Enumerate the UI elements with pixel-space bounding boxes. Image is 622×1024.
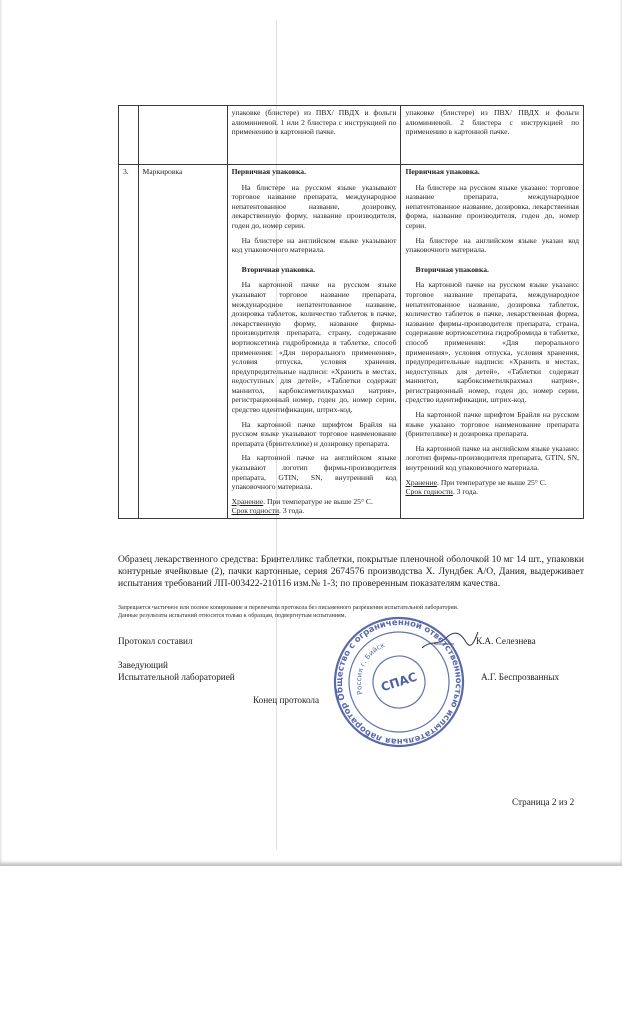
row-number: 3.: [119, 165, 139, 519]
row-name: Маркировка: [138, 165, 227, 519]
shelf-label: Срок годности: [405, 487, 453, 497]
paragraph: На блистере на английском языке указывают код упаковочного материала.: [231, 235, 397, 255]
table-cell-right: [401, 165, 584, 519]
end-of-protocol: Конец протокола: [253, 695, 320, 705]
primary-title: Первичная упаковка.: [231, 167, 306, 176]
compiled-name: К.А. Селезнева: [476, 636, 536, 646]
primary-title: Первичная упаковка.: [405, 167, 480, 176]
table-cell: [119, 106, 139, 165]
head-label-1: Заведующий: [118, 660, 168, 670]
shelf-text: . 3 года.: [452, 487, 479, 497]
shelf-label: Срок годности: [231, 506, 280, 516]
blank-margin: [0, 866, 622, 1024]
shelf-line: [405, 487, 579, 497]
paragraph: На блистере на русском языке указывают торговое название препарата, международное непатентованное название, дозировку, лекарственную форму, название производителя, годен до, номер серии.: [231, 182, 397, 230]
paragraph: На картонной пачке на английском языке указывают логотип фирмы-производителя препарата, GTIN, SN, внутренний код упаковочного материала.: [231, 453, 397, 492]
paragraph: На блистере на английском языке указан код упаковочного материала.: [405, 235, 579, 255]
table-cell-left: [227, 165, 401, 519]
table-row: [119, 165, 584, 519]
comparison-table: [118, 105, 584, 519]
official-stamp: [329, 612, 469, 752]
note-line: Запрещается частичное или полное копирование и перепечатка протокола без письменного разрешения испытательной лаборатории.: [118, 605, 459, 611]
storage-label: Хранение: [231, 496, 264, 506]
compiled-label: Протокол составил: [118, 636, 193, 646]
table-cell: [138, 106, 227, 165]
paragraph: На картонной пачке шрифтом Брайля на русском языке указано торговое наименование препарата (бринтеллике) и дозировка препарата.: [405, 410, 579, 439]
storage-line: [232, 497, 397, 507]
paragraph: На картонной пачке на русском языке указывают торговое название препарата, международное непатентованное название, дозировка таблеток, количество таблеток в пачке, лекарственную форму, название фирмы-производителя препарата, страну, содержание вортиоксетина гидробромида в таблетке, способ применения: «Для перорального применения», условия отпуска, условия хранения, предупредительные надписи: «Хранить в местах, недоступных для детей», «Таблетки содержат маннитол, карбоксиметилкрахмал натрия», регистрационный номер, годен до, номер серии, средство идентификации, штрих-код.: [231, 280, 397, 415]
storage-text: . При температуре не выше 25° С.: [263, 496, 373, 506]
sample-conclusion: Образец лекарственного средства: Бринтелликс таблетки, покрытые пленочной оболочкой 10 мг 14 шт., упаковки контурные ячейковые (2), пачки картонные, серия 2674576 производства Х. Лундбек А/О, Дания, выдерживает испытания требований ЛП-003422-210116 изм.№ 1-3; по проверенным показателям качества.: [118, 554, 584, 589]
stamp-center: СПАС: [379, 669, 419, 695]
note-line: Данные результаты испытаний относятся только к образцам, подвергнутым испытаниям.: [118, 613, 347, 619]
stamp-ring-text: Общество с ограниченной ответственностью испытательная лаборатория: [334, 617, 464, 747]
storage-line: [405, 478, 579, 488]
secondary-title: Вторичная упаковка.: [415, 264, 489, 274]
head-label-2: Испытательной лабораторией: [118, 672, 235, 682]
page-number: Страница 2 из 2: [512, 797, 575, 807]
table-cell-right-text: упаковке (блистере) из ПВХ/ ПВДХ и фольги алюминиевой. 2 блистера с инструкцией по применению в картонной пачке.: [401, 106, 584, 165]
storage-text: . При температуре не выше 25° С.: [437, 477, 547, 487]
paragraph: На картонной пачке на английском языке указано: логотип фирмы-производителя препарата, GTIN, SN, внутренний код упаковочного материала.: [405, 443, 579, 473]
paragraph: На картонной пачке шрифтом Брайля на русском языке указывают торговое наименование препарата (бринтеллике) и дозировку препарата.: [231, 419, 397, 448]
shelf-text: . 3 года.: [279, 506, 305, 516]
storage-label: Хранение: [405, 477, 438, 487]
shelf-line: [232, 506, 397, 516]
stamp-bottom-text: Россия г. Бийск: [354, 641, 387, 696]
paragraph: На блистере на русском языке указано: торговое название препарата, международное непатентованное название, дозировка, лекарственная форма, название производителя, годен до, номер серии.: [405, 182, 579, 230]
head-name: А.Г. Беспрозванных: [481, 672, 560, 682]
paragraph: На картонной пачке на русском языке указано: торговое название препарата, международное непатентованное название, дозировка таблеток, количество таблеток в пачке, лекарственная форма, название фирмы-производителя препарата, страна, содержание вортиоксетина гидробромида в таблетке, способ применения: «Для перорального применения», условия отпуска, условия хранения, предупредительные надписи: «Хранить в местах, недоступных для детей», «Таблетки содержат маннитол, карбоксиметилкрахмал натрия», регистрационный номер, годен до, номер серии, средство идентификации, штрих-код.: [405, 280, 579, 405]
table-cell-left-text: упаковке (блистере) из ПВХ/ ПВДХ и фольги алюминиевой. 1 или 2 блистера с инструкцией по применению в картонной пачке.: [227, 106, 401, 165]
secondary-title: Вторичная упаковка.: [241, 264, 316, 274]
table-row: [119, 106, 584, 165]
